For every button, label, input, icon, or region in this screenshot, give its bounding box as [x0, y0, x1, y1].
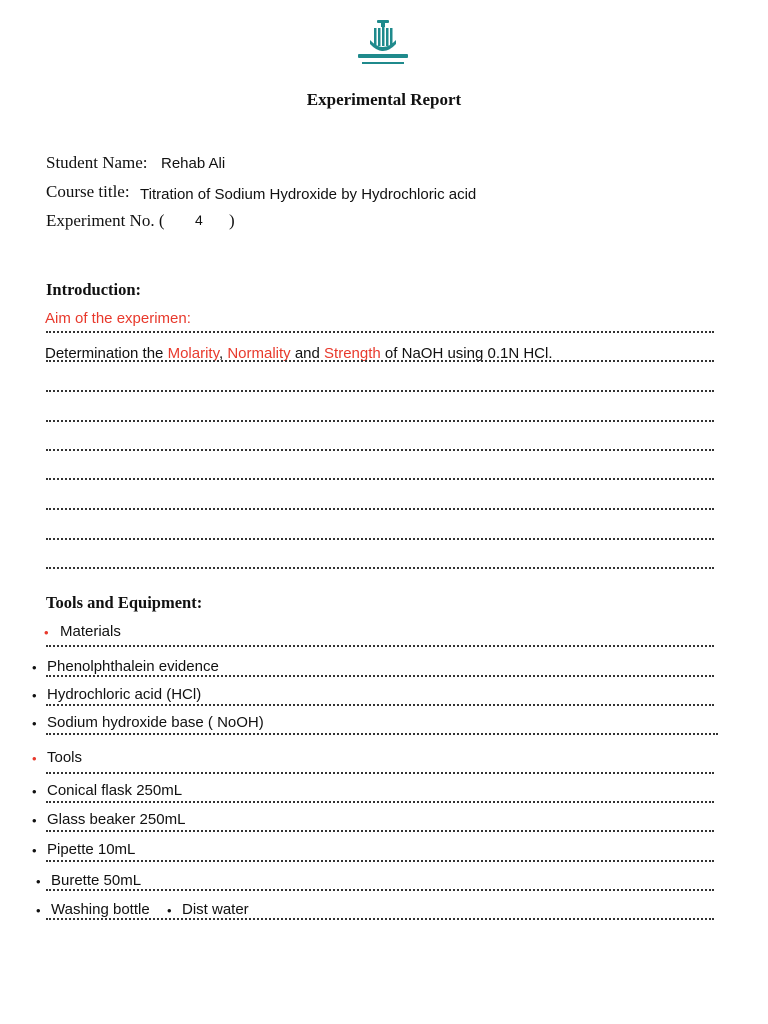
- dotted-line: [46, 704, 714, 706]
- bullet-icon: •: [32, 843, 37, 858]
- bullet-icon: •: [36, 903, 41, 918]
- dotted-line: [46, 331, 714, 333]
- material-item: Hydrochloric acid (HCl): [47, 686, 202, 703]
- aim-label: Aim of the experimen:: [45, 310, 191, 327]
- normality-term: Normality: [227, 345, 291, 362]
- report-title: Experimental Report: [306, 90, 462, 109]
- dotted-line: [46, 567, 714, 569]
- tool-item: Dist water: [182, 901, 249, 918]
- bullet-icon: •: [32, 716, 37, 731]
- experiment-no-close: ): [229, 211, 235, 230]
- bullet-icon: •: [167, 903, 172, 918]
- experiment-no-label: Experiment No. (: [46, 211, 165, 230]
- dotted-line: [46, 733, 718, 735]
- dotted-line: [46, 675, 714, 677]
- material-item: Phenolphthalein evidence: [47, 658, 219, 675]
- tools-equipment-heading: Tools and Equipment:: [46, 593, 203, 612]
- dotted-line: [46, 390, 714, 392]
- dotted-line: [46, 449, 714, 451]
- bullet-icon: •: [32, 688, 37, 703]
- aim-text-part: Determination the: [45, 345, 168, 362]
- dotted-line: [46, 801, 714, 803]
- dotted-line: [46, 420, 714, 422]
- course-title-value: Titration of Sodium Hydroxide by Hydrochloric acid: [140, 186, 477, 203]
- dotted-line: [46, 889, 714, 891]
- dotted-line: [46, 538, 714, 540]
- bullet-icon: •: [44, 625, 49, 640]
- bullet-icon: •: [32, 660, 37, 675]
- experiment-no-value: 4: [195, 212, 203, 228]
- tool-item: Burette 50mL: [51, 872, 142, 889]
- university-logo: [350, 18, 416, 70]
- dotted-line: [46, 772, 714, 774]
- aim-text-rest: of NaOH using 0.1N HCl.: [380, 345, 553, 362]
- student-name-label: Student Name:: [46, 153, 148, 172]
- bullet-icon: •: [36, 874, 41, 889]
- tool-item: Pipette 10mL: [47, 841, 136, 858]
- dotted-line: [46, 478, 714, 480]
- introduction-heading: Introduction:: [46, 280, 142, 299]
- aim-and: and: [290, 345, 325, 362]
- tool-item: Glass beaker 250mL: [47, 811, 186, 828]
- dotted-line: [46, 918, 714, 920]
- dotted-line: [46, 860, 714, 862]
- dotted-line: [46, 508, 714, 510]
- bullet-icon: •: [32, 813, 37, 828]
- aim-separator: ,: [218, 345, 228, 362]
- student-name-value: Rehab Ali: [161, 155, 226, 172]
- materials-label: Materials: [60, 623, 121, 640]
- tool-item: Washing bottle: [51, 901, 150, 918]
- dotted-line: [46, 360, 714, 362]
- dotted-line: [46, 830, 714, 832]
- material-item: Sodium hydroxide base ( NoOH): [47, 714, 264, 731]
- bullet-icon: •: [32, 751, 37, 766]
- course-title-label: Course title:: [46, 182, 130, 201]
- strength-term: Strength: [324, 345, 381, 362]
- dotted-line: [46, 645, 714, 647]
- molarity-term: Molarity: [167, 345, 219, 362]
- tools-label: Tools: [47, 749, 83, 766]
- tool-item: Conical flask 250mL: [47, 782, 183, 799]
- bullet-icon: •: [32, 784, 37, 799]
